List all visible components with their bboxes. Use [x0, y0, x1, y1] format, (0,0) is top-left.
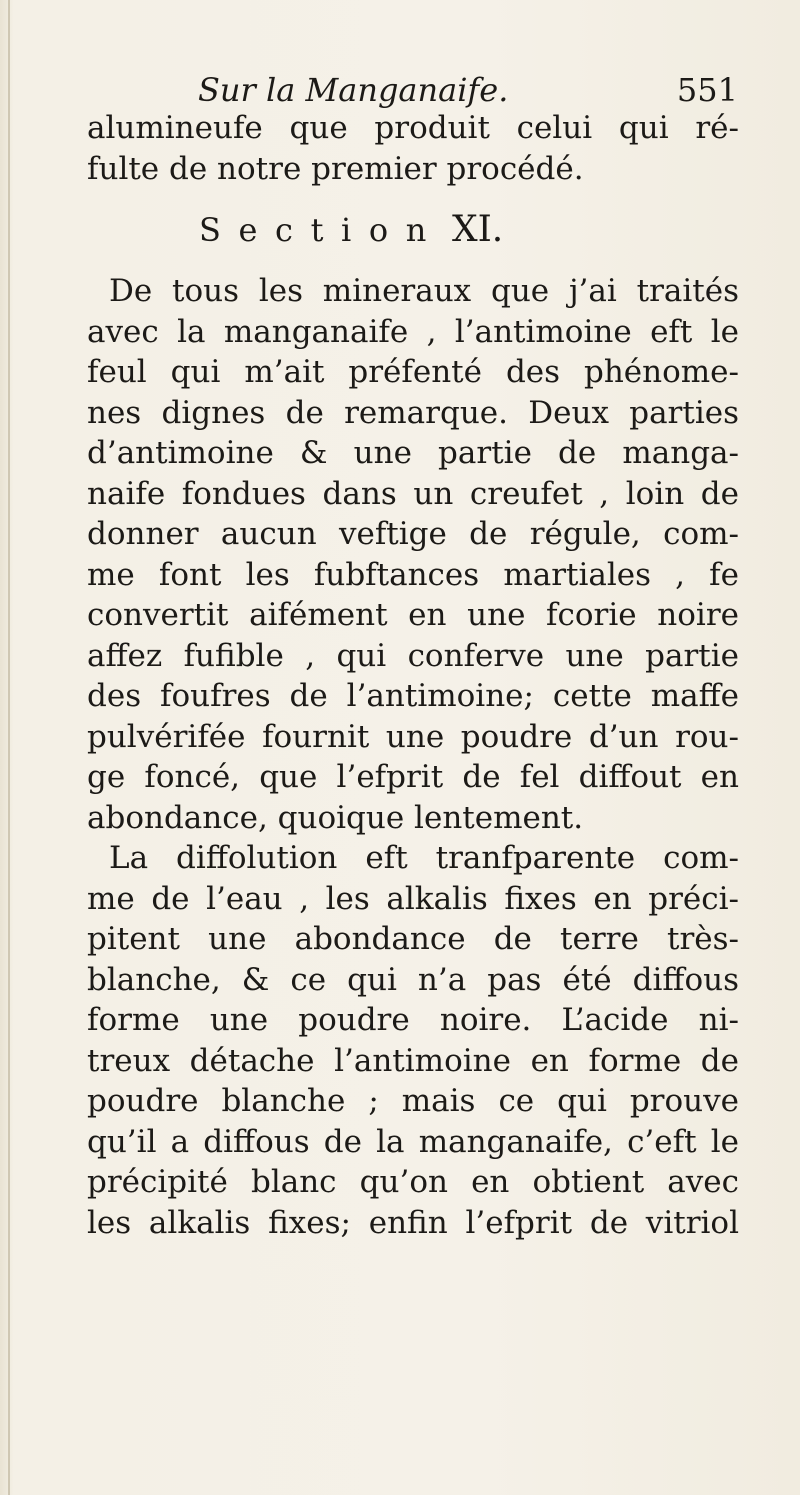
text-line: nes dignes de remarque. Deux parties: [87, 394, 739, 431]
text-line: poudre blanche ; mais ce qui prouve: [87, 1083, 739, 1119]
paragraph: [87, 838, 739, 1243]
text-line: pitent une abondance de terre très-: [87, 921, 739, 957]
body-text: [87, 108, 739, 1243]
text-line: les alkalis fixes; enfin l’efprit de vitriol: [87, 1204, 739, 1241]
section-word: Section: [199, 211, 444, 249]
text-line: donner aucun veftige de régule, com-: [87, 516, 739, 552]
section-heading: [87, 189, 739, 271]
text-line: des foufres de l’antimoine; cette maffe: [87, 678, 739, 714]
text-line: affez fufible , qui conferve une partie: [87, 637, 739, 674]
text-line: naife fondues dans un creufet , loin de: [87, 475, 739, 512]
text-line: feul qui m’ait préfenté des phénome-: [87, 354, 739, 390]
text-line: avec la manganaife , l’antimoine eft le: [87, 313, 739, 350]
running-title: Sur la Manganaife.: [198, 71, 509, 109]
text-line: forme une poudre noire. L’acide ni-: [87, 1002, 739, 1038]
text-line: alumineufe que produit celui qui ré-: [87, 110, 739, 146]
text-line: De tous les mineraux que j’ai traités: [109, 273, 739, 309]
text-line: convertit aifément en une fcorie noire: [87, 597, 739, 633]
page-gutter: [8, 0, 10, 1495]
text-line: d’antimoine & une partie de manga-: [87, 435, 739, 471]
text-line: précipité blanc qu’on en obtient avec: [87, 1164, 739, 1200]
text-line: La diffolution eft tranfparente com-: [109, 840, 739, 876]
text-line: me font les fubftances martiales , fe: [87, 556, 739, 593]
text-line: me de l’eau , les alkalis fixes en préci-: [87, 880, 739, 917]
page-number: 551: [676, 71, 738, 109]
text-line: pulvérifée fournit une poudre d’un rou-: [87, 718, 739, 755]
section-number: XI.: [451, 209, 504, 250]
running-header: [198, 68, 738, 112]
text-line: qu’il a diffous de la manganaife, c’eft le: [87, 1123, 739, 1160]
text-line: abondance, quoique lentement.: [87, 799, 584, 836]
text-line: ge foncé, que l’efprit de fel diffout en: [87, 759, 739, 795]
paragraph: [87, 271, 739, 838]
text-line: fulte de notre premier procédé.: [87, 150, 584, 187]
text-line: blanche, & ce qui n’a pas été diffous: [87, 961, 739, 998]
text-line: treux détache l’antimoine en forme de: [87, 1042, 739, 1079]
